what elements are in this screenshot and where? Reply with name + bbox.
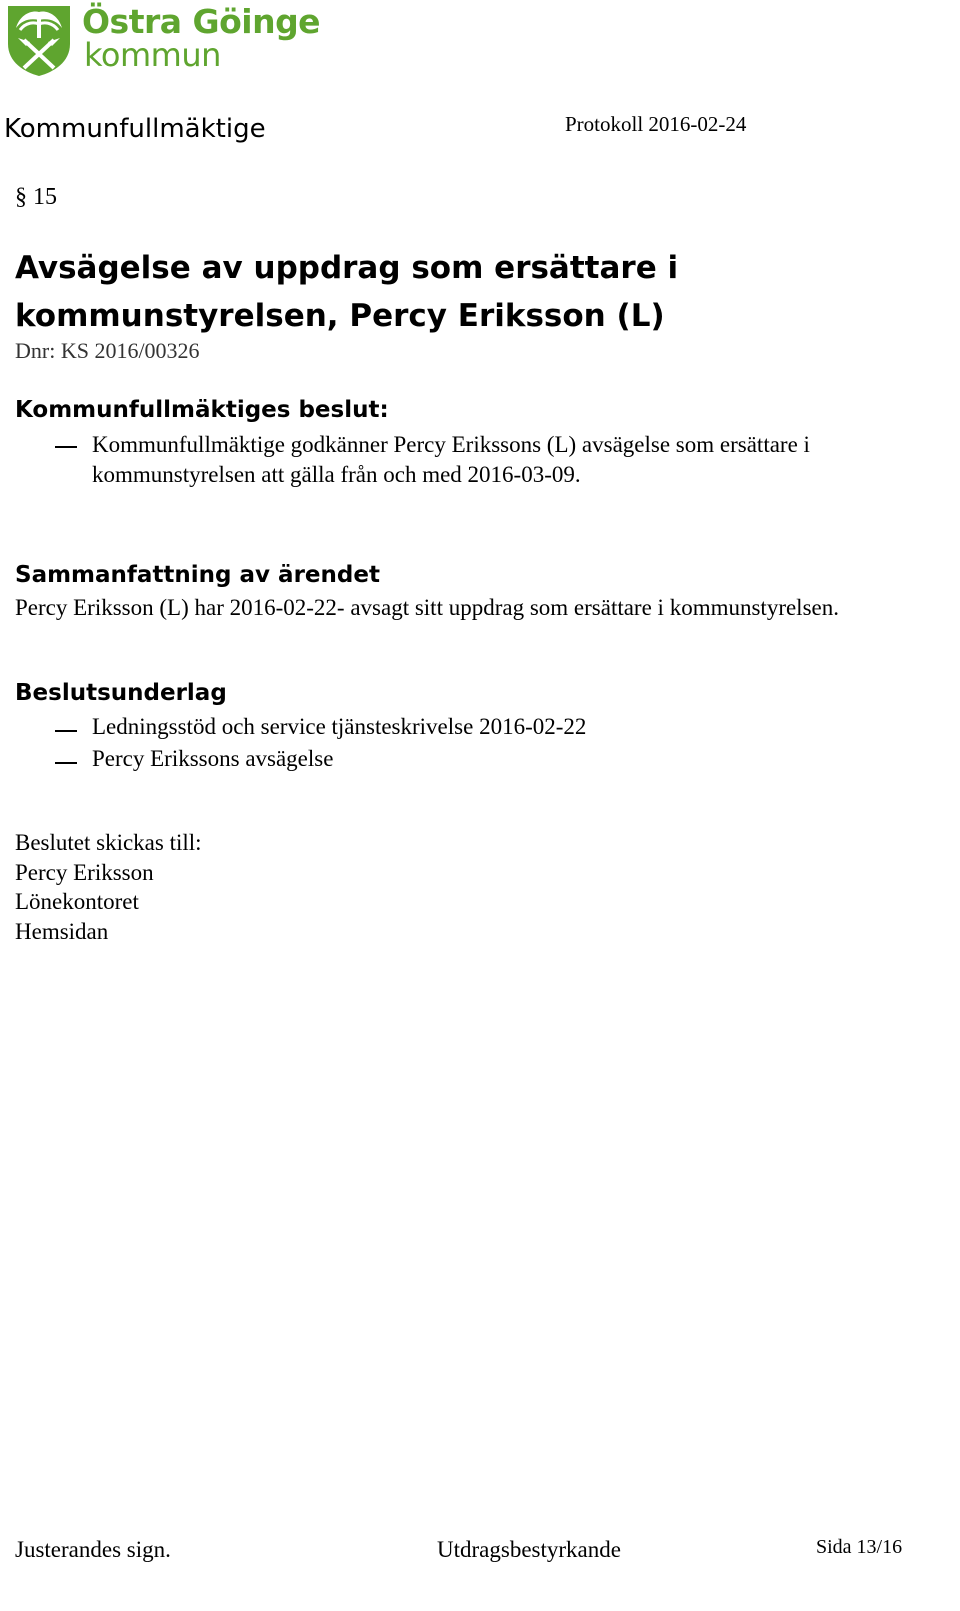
distribution-recipient: Lönekontoret bbox=[15, 889, 139, 914]
protocol-date: Protokoll 2016-02-24 bbox=[565, 112, 747, 136]
page-heading: Avsägelse av uppdrag som ersättare i kommunstyrelsen, Percy Eriksson (L) bbox=[15, 250, 679, 334]
logo-name-line1: Östra Göinge bbox=[82, 2, 321, 41]
summary-text: Percy Eriksson (L) har 2016-02-22- avsagt sitt uppdrag som ersättare i kommunstyrelsen. bbox=[15, 595, 839, 620]
logo-name-line2: kommun bbox=[84, 36, 221, 74]
decision-item: Kommunfullmäktige godkänner Percy Erikssons (L) avsägelse som ersättare i kommunstyrelsen att gälla från och med 2016-03-09. bbox=[92, 432, 810, 487]
page-number: Sida 13/16 bbox=[816, 1536, 903, 1558]
document-title: Kommunfullmäktige bbox=[4, 114, 266, 144]
footer-certification-label: Utdragsbestyrkande bbox=[437, 1537, 621, 1562]
case-number: Dnr: KS 2016/00326 bbox=[15, 338, 200, 363]
distribution-recipient: Percy Eriksson bbox=[15, 859, 154, 885]
footer-signature-label: Justerandes sign. bbox=[15, 1537, 171, 1562]
list-dash bbox=[55, 730, 77, 732]
municipality-coat-of-arms-logo bbox=[6, 4, 72, 78]
list-dash bbox=[55, 446, 77, 448]
basis-item: Percy Erikssons avsägelse bbox=[92, 746, 334, 771]
decision-heading: Kommunfullmäktiges beslut: bbox=[15, 397, 389, 423]
summary-heading: Sammanfattning av ärendet bbox=[15, 562, 380, 588]
basis-heading: Beslutsunderlag bbox=[15, 680, 227, 706]
section-number: § 15 bbox=[15, 184, 57, 210]
distribution-block bbox=[15, 828, 202, 946]
distribution-recipient: Hemsidan bbox=[15, 918, 109, 944]
basis-item: Ledningsstöd och service tjänsteskrivelse 2016-02-22 bbox=[92, 714, 587, 739]
list-dash bbox=[55, 762, 77, 764]
distribution-label: Beslutet skickas till: bbox=[15, 830, 202, 855]
